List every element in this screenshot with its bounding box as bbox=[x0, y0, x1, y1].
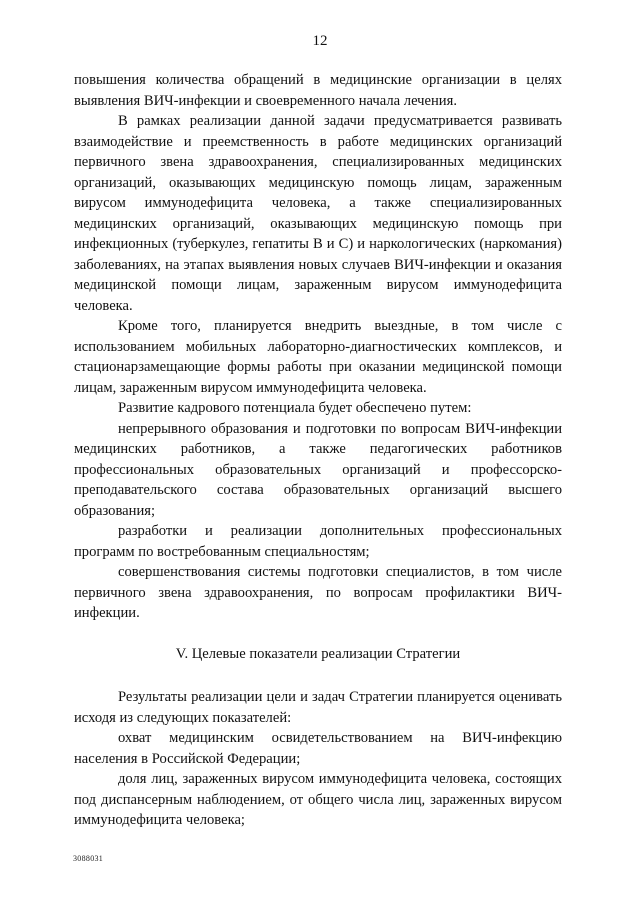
page-number: 12 bbox=[312, 33, 328, 49]
document-body bbox=[74, 70, 562, 831]
list-item: доля лиц, зараженных вирусом иммунодефицита человека, состоящих под диспансерным наблюдением, от общего числа лиц, зараженных вирусом иммунодефицита человека; bbox=[74, 771, 562, 828]
list-item: разработки и реализации дополнительных профессиональных программ по востребованным специальностям; bbox=[74, 523, 562, 560]
list-item: совершенствования системы подготовки специалистов, в том числе первичного звена здравоохранения, по вопросам профилактики ВИЧ-инфекции. bbox=[74, 564, 562, 621]
paragraph: Кроме того, планируется внедрить выездные, в том числе с использованием мобильных лабораторно-диагностических комплексов, и стационарзамещающие формы работы при оказании медицинской помощи лицам, зараженным вирусом иммунодефицита человека. bbox=[74, 318, 562, 396]
paragraph: Развитие кадрового потенциала будет обеспечено путем: bbox=[118, 400, 472, 416]
document-code: 3088031 bbox=[73, 854, 104, 863]
list-item: охват медицинским освидетельствованием на ВИЧ-инфекцию населения в Российской Федерации; bbox=[74, 730, 562, 767]
list-item: непрерывного образования и подготовки по вопросам ВИЧ-инфекции медицинских работников, а также педагогических работников профессиональных образовательных организаций и профессорско-преподавательского состава образовательных организаций высшего образования; bbox=[74, 420, 562, 519]
section-heading: V. Целевые показатели реализации Стратегии bbox=[175, 645, 461, 662]
paragraph: Результаты реализации цели и задач Стратегии планируется оценивать исходя из следующих показателей: bbox=[74, 689, 562, 726]
paragraph-continuation: повышения количества обращений в медицинские организации в целях выявления ВИЧ-инфекции и своевременного начала лечения. bbox=[74, 72, 562, 109]
paragraph: В рамках реализации данной задачи предусматривается развивать взаимодействие и преемственность в работе медицинских организаций первичного звена здравоохранения, специализированных медицинских организаций, оказывающих медицинскую помощь лицам, зараженным вирусом иммунодефицита человека, а также специализированных медицинских организаций, оказывающих медицинскую помощь при инфекционных (туберкулез, гепатиты В и С) и наркологических (наркомания) заболеваниях, на этапах выявления новых случаев ВИЧ-инфекции и оказания медицинской помощи лицам, зараженным вирусом иммунодефицита человека. bbox=[74, 113, 562, 314]
